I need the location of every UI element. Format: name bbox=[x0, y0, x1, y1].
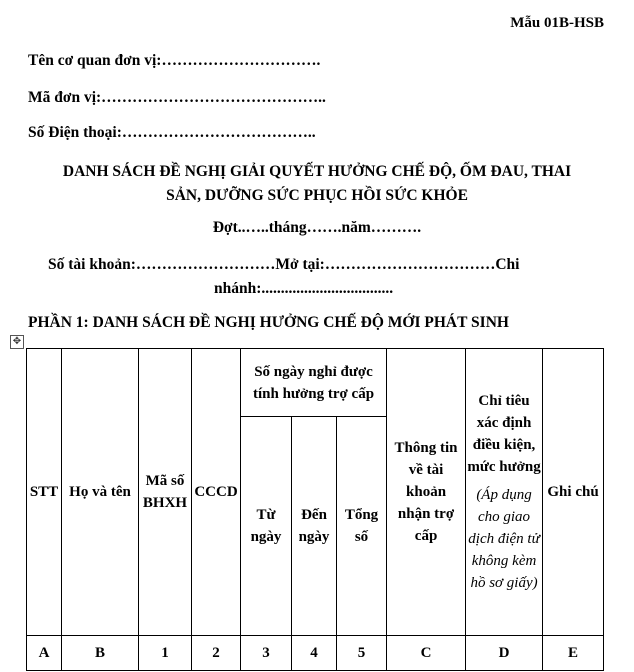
unit-code-line: Mã đơn vị:…………………………………….. bbox=[28, 89, 326, 106]
letter-cell: 3 bbox=[241, 636, 292, 671]
header-criteria bbox=[466, 349, 543, 636]
header-to-day: Đến ngày bbox=[292, 417, 337, 636]
round-line: Đợt..…..tháng…….năm………. bbox=[212, 219, 422, 236]
column-letter-row bbox=[27, 636, 604, 671]
letter-cell: B bbox=[62, 636, 139, 671]
phone-line: Số Điện thoại:……………………………….. bbox=[28, 124, 316, 141]
form-code: Mẫu 01B-HSB bbox=[510, 15, 604, 31]
criteria-label: Chỉ tiêu xác định điều kiện, mức hưởng bbox=[467, 393, 541, 475]
section-title: PHẦN 1: DANH SÁCH ĐỀ NGHỊ HƯỞNG CHẾ ĐỘ MỚI PHÁT SINH bbox=[28, 314, 509, 331]
header-total: Tổng số bbox=[337, 417, 387, 636]
title-line-1: DANH SÁCH ĐỀ NGHỊ GIẢI QUYẾT HƯỞNG CHẾ ĐỘ, ỐM ĐAU, THAI bbox=[62, 163, 572, 180]
letter-cell: 5 bbox=[337, 636, 387, 671]
letter-cell: 1 bbox=[139, 636, 192, 671]
document-title bbox=[0, 160, 634, 208]
criteria-note: (Áp dụng cho giao dịch điện tử không kèm hồ sơ giấy) bbox=[468, 487, 540, 591]
header-from-day: Từ ngày bbox=[241, 417, 292, 636]
letter-cell: D bbox=[466, 636, 543, 671]
header-name: Họ và tên bbox=[62, 349, 139, 636]
letter-cell: 2 bbox=[192, 636, 241, 671]
header-days-group: Số ngày nghỉ được tính hưởng trợ cấp bbox=[241, 349, 387, 417]
letter-cell: A bbox=[27, 636, 62, 671]
letter-cell: E bbox=[543, 636, 604, 671]
request-table bbox=[26, 348, 604, 671]
letter-cell: 4 bbox=[292, 636, 337, 671]
header-social-id: Mã số BHXH bbox=[139, 349, 192, 636]
account-line-1: Số tài khoản:………………………Mở tại:……………………………Chi bbox=[48, 256, 520, 273]
table-move-icon[interactable]: ✥ bbox=[10, 335, 24, 349]
header-stt: STT bbox=[27, 349, 62, 636]
title-line-2: SẢN, DƯỠNG SỨC PHỤC HỒI SỨC KHỎE bbox=[166, 187, 468, 204]
header-cccd: CCCD bbox=[192, 349, 241, 636]
letter-cell: C bbox=[387, 636, 466, 671]
header-account-info: Thông tin về tài khoản nhận trợ cấp bbox=[387, 349, 466, 636]
header-notes: Ghi chú bbox=[543, 349, 604, 636]
account-line-2: nhánh:.................................. bbox=[214, 280, 394, 297]
agency-name-line: Tên cơ quan đơn vị:…………………………. bbox=[28, 52, 321, 69]
